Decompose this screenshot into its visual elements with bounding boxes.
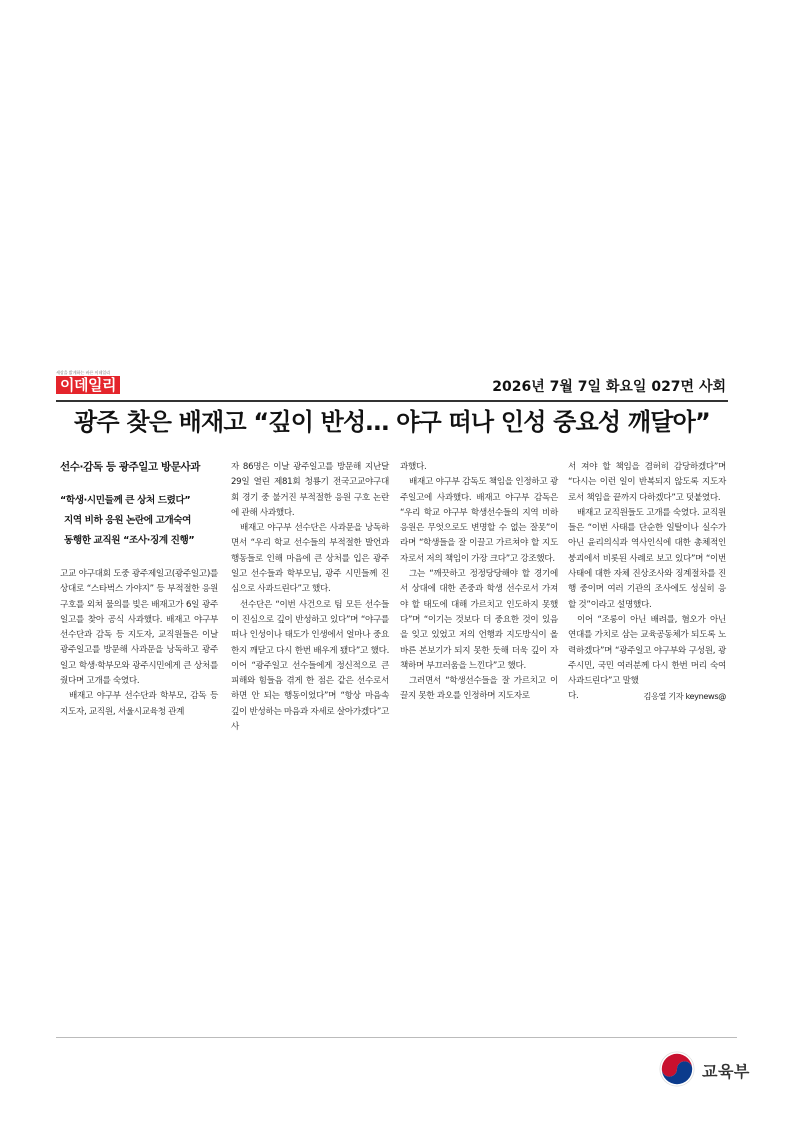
subhead-line: “학생·시민들께 큰 상처 드렸다” — [60, 495, 191, 506]
ministry-name: 교육부 — [702, 1062, 750, 1081]
paragraph: 자 86명은 이날 광주일고를 방문해 지난달 29일 열린 제81회 청룡기 전국고교야구대회 경기 중 불거진 부적절한 응원 구호 논란에 관해 사과했다. — [231, 462, 389, 518]
paragraph: 그러면서 “학생선수들을 잘 가르치고 이끌지 못한 과오를 인정하며 지도자로 — [400, 676, 558, 702]
logo-wordmark: 이데일리 — [56, 376, 120, 394]
paragraph: 배재고 야구부 선수단과 학부모, 감독 등 지도자, 교직원, 서울시교육청 관계 — [60, 691, 218, 717]
subhead-secondary — [60, 491, 218, 551]
dateline: 2026년 7월 7일 화요일 027면 사회 — [492, 379, 726, 395]
closing-text: 다. — [568, 691, 579, 702]
subhead-primary: 선수·감독 등 광주일고 방문사과 — [60, 461, 201, 473]
byline: 김응열 기자 keynews@ — [643, 691, 726, 702]
taegeuk-emblem-icon — [658, 1050, 696, 1088]
article-column-1 — [60, 460, 218, 720]
newspaper-logo — [56, 370, 126, 394]
masthead — [56, 370, 728, 400]
paragraph: 배재고 교직원들도 고개를 숙였다. 교직원들은 “이번 사태를 단순한 일탈이나 실수가 아닌 윤리의식과 역사인식에 대한 총체적인 붕괴에서 비롯된 사례로 보고 있다”며 “이번 사태에 대한 자체 진상조사와 징계절차를 진행 중이며 여러 기관의 조사에도 성실히 응할 것”이라고 설명했다. — [568, 507, 726, 610]
paragraph: 배재고 야구부 감독도 책임을 인정하고 광주일고에 사과했다. 배재고 야구부 감독은 “우리 학교 야구부 학생선수들의 지역 비하 응원은 무엇으로도 변명할 수 없는 잘못”이라며 “학생들을 잘 이끌고 가르쳐야 할 지도자로서 저의 책임이 가장 크다”고 강조했다. — [400, 477, 558, 564]
masthead-rule — [56, 400, 728, 402]
article-body — [56, 460, 728, 760]
news-clipping — [56, 370, 728, 733]
paragraph: 이어 “조롱이 아닌 배려를, 혐오가 아닌 연대를 가치로 삼는 교육공동체가 되도록 노력하겠다”며 “광주일고 야구부와 구성원, 광주시민, 국민 여러분께 다시 한번 머리 숙여 사과드린다”고 말했 — [568, 614, 726, 687]
headline: 광주 찾은 배재고 “깊이 반성… 야구 떠나 인성 중요성 깨달아” — [74, 408, 710, 436]
article-column-2 — [231, 460, 389, 735]
paragraph: 과했다. — [400, 462, 427, 472]
logo-tagline: 세상을 밝게하는 바른 이데일리 — [56, 370, 111, 375]
subhead-line: 동행한 교직원 “조사·징계 진행” — [64, 535, 195, 546]
subhead-line: 지역 비하 응원 논란에 고개숙여 — [64, 515, 192, 526]
paragraph: 고교 야구대회 도중 광주제일고(광주일고)를 상대로 “스타벅스 가야지” 등 부적절한 응원 구호를 외쳐 물의를 빚은 배재고가 6일 광주일고를 찾아 공식 사과했다. 배재고 야구부 선수단과 감독 등 지도자, 교직원들은 이날 광주일고를 방문해 사과문을 낭독하고 광주일고 학생·학부모와 광주시민에게 큰 상처를 줬다며 고개를 숙였다. — [60, 569, 218, 687]
paragraph: 선수단은 “이번 사건으로 팀 모든 선수들이 진심으로 깊이 반성하고 있다”며 “야구를 떠나 인성이나 태도가 인생에서 얼마나 중요한지 깨닫고 다시 한번 배우게 됐다”고 했다. 이어 “광주일고 선수들에게 정신적으로 큰 피해와 힘들음 겪게 한 점은 같은 선수로서 하면 안 되는 행동이었다”며 “항상 마음속 깊이 반성하는 마음과 자세로 살아가겠다”고 사 — [231, 599, 389, 733]
footer-rule — [56, 1037, 737, 1038]
article-column-3 — [400, 460, 558, 705]
paragraph: 그는 “깨끗하고 정정당당해야 할 경기에서 상대에 대한 존중과 학생 선수로서 가져야 할 태도에 대해 가르치고 인도하지 못했다”며 “이기는 것보다 더 중요한 것이 있음을 잊고 있었고 저의 언행과 지도방식이 올바른 본보기가 되지 못한 듯해 더욱 깊이 자책하며 부끄러움을 느낀다”고 했다. — [400, 569, 558, 671]
article-column-4 — [568, 460, 726, 705]
ministry-logo — [658, 1050, 758, 1090]
closing-line — [568, 689, 726, 704]
paragraph: 서 져야 할 책임을 겸허히 감당하겠다”며 “다시는 이런 일이 반복되지 않도록 지도자로서 책임을 끝까지 다하겠다”고 덧붙였다. — [568, 462, 726, 503]
paragraph: 배재고 야구부 선수단은 사과문을 낭독하면서 “우리 학교 선수들의 부적절한 발언과 행동들로 인해 마음에 큰 상처를 입은 광주일고 선수들과 학부모님, 광주 시민들께 진심으로 사과드린다”고 했다. — [231, 523, 389, 595]
